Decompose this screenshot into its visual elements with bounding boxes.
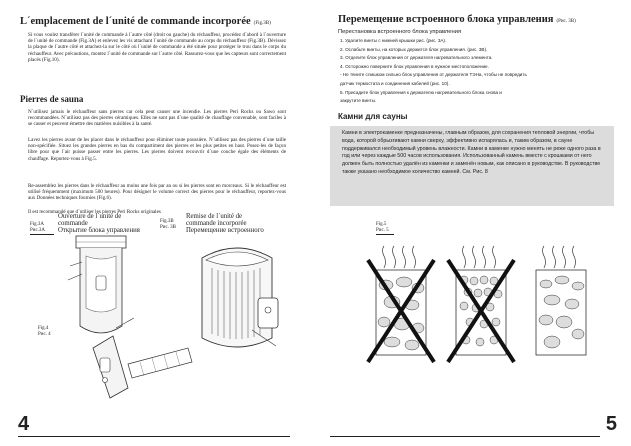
fig3a-label-fr: Fig.3A — [30, 222, 45, 227]
stone-arrangement-wrong-2 — [448, 246, 514, 362]
fig3a-caption-line3: Открытие блока управления — [58, 226, 140, 234]
right-title-ref: (Рис. 3B) — [556, 19, 576, 24]
left-subtitle: Pierres de sauna — [20, 94, 84, 104]
left-para-1: Si vous voulez transférer l´unité de commande à l´autre côté (droit ou gauche) du réchauffeur, procédez d´abord à l´ouverture de l´unité de commande (Fig.3A) et enlevez les vis attachant l´unité de commande au corps du réchauffeur (Fig.3B). Dévissez la plaque de l´autre côté et attachez-la sur le côté où l´unité de commande a été située pour protéger le trou dans le corps du réchauffeur. Avec précautions, montez l´unité de commande sur l´autre côté. Rassurez-vous que les capteurs sont correctement placés (Fig.10). — [28, 32, 286, 63]
fig3a-caption — [58, 214, 140, 234]
left-title-ref: (Fig.3B) — [253, 21, 271, 26]
fig5-label-fr: Fig.5 — [376, 222, 387, 227]
step-5: 5. Присадите блок управления к держателю нагревательного блока снова и — [340, 89, 502, 95]
stones-info-text: Камни в электрокаменке предназначены, главным образом, для сохранения тепловой энергии, чтобы вода, которой обрызгивают камни сверху, эффективно испарялась и, таким образом, в сауне поддерживался необходимый уровень влажности. Камни в каменке нужно менять не реже одного раза в год или через каждые 500 часов использования. Использованный камень вместе с крошками от него должен быть полностью удалён из каменки и заменён новым, как описано в руководстве. В руководстве также указано необходимое количество камней. См. Рис. 8 — [342, 130, 601, 175]
left-footer-rule — [18, 436, 290, 437]
right-subtitle: Перестановка встроенного блока управления — [338, 29, 462, 35]
fig3a-label-ru: Рис.3A — [30, 227, 46, 233]
step-3: 3. Отделите блок управления от держателя нагревательного элемента. — [340, 55, 493, 61]
right-footer-rule — [330, 436, 600, 437]
fig5-illustration — [366, 250, 616, 370]
left-title-text: L´emplacement de l´unité de commande incorporée — [20, 16, 251, 27]
stone-arrangement-correct — [536, 246, 586, 355]
fig3b-caption-line1: Remise de l´unité de — [186, 213, 243, 220]
right-steps — [340, 37, 610, 106]
fig3a-label — [30, 222, 54, 235]
right-title — [338, 14, 576, 25]
left-para-3: Lavez les pierres avant de les placer dans le réchauffeur pour éliminer toute poussière. N´utilisez pas des pierres d´une taille non-spécifiée. Situez les grandes pierres en bas du compartiment des pierres et les plus petites en haut. Posez-les de façon libre pour que l´air puisse passer entre les pierres. Les pierres doivent recouvrir d´une couche égale des éléments de chauffage. Reportez-vous à Fig.5. — [28, 137, 286, 162]
left-para-5: Il est recommandé que d´utiliser les pierres Peri Rocks originales — [28, 209, 161, 215]
right-page-number: 5 — [605, 413, 617, 435]
fig3b-caption — [186, 214, 264, 234]
fig4-label-ru: Рис. 4 — [38, 331, 51, 337]
stones-info-box — [330, 126, 614, 206]
step-5-cont: закрутите винты. — [340, 98, 377, 104]
step-note: - Не тяните слишком сильно блок управления от держателя ТЭНа, чтобы не повредить — [340, 72, 527, 78]
fig4-label-fr: Fig.4 — [38, 326, 49, 331]
step-2: 2. Ослабьте винты, на которых держится блок управления. (рис. 3B). — [340, 46, 488, 52]
step-note-2: датчик термостата и соединения кабелей (рис. 10). — [340, 80, 450, 86]
right-title-text: Перемещение встроенного блока управления — [338, 14, 554, 25]
right-page — [316, 0, 631, 446]
right-box-title: Камни для сауны — [338, 112, 408, 121]
left-page — [0, 0, 315, 446]
left-title — [20, 16, 271, 27]
fig4-label — [38, 326, 51, 337]
fig3b-label-ru: Рис. 3B — [160, 224, 177, 230]
left-para-4: Re-assemblez les pierres dans le réchauffeur au moins une fois par an ou si les pierres sont en morceaux. Si le réchauffeur est utilisé fréquemment (maximum 500 heures). Pour désigner le volume correct des pierres pour le réchauffeur, reportez-vous aux Données techniques fournies (Fig.6). — [28, 183, 286, 202]
fig3b-illustration — [192, 238, 282, 358]
left-para-2: N´utilisez jamais le réchauffeur sans pierres car cela peut causer une incendie. Les pierres Peri Rocks ou Sawo sont recommandées. N´utilisez pas des pierres céramiques. Elles ne sont pas d´une qualité de chauffage convenable, sont faciles à se casser et peuvent émettre des matières nuisibles à la santé. — [28, 109, 286, 128]
step-1: 1. Удалите винты с нижней крышки рис. (рис. 3A). — [340, 38, 447, 43]
stone-arrangement-wrong-1 — [368, 246, 434, 362]
fig5-label — [376, 222, 394, 235]
fig3a-caption-line2: commande — [58, 219, 88, 227]
fig3b-caption-line3: Перемещение встроенного — [186, 226, 264, 234]
fig4-illustration — [88, 318, 198, 398]
fig3a-caption-line1: Ouverture de l´unité de — [58, 213, 122, 220]
fig5-label-ru: Рис. 5 — [376, 227, 389, 233]
fig3b-label-fr: Fig.3B — [160, 219, 174, 224]
step-4: 4. Осторожно поверните блок управления в нужное местоположение. — [340, 63, 489, 69]
fig3b-caption-line2: commande incorporée — [186, 219, 247, 227]
left-page-number: 4 — [18, 413, 30, 435]
fig3b-label — [160, 219, 176, 230]
